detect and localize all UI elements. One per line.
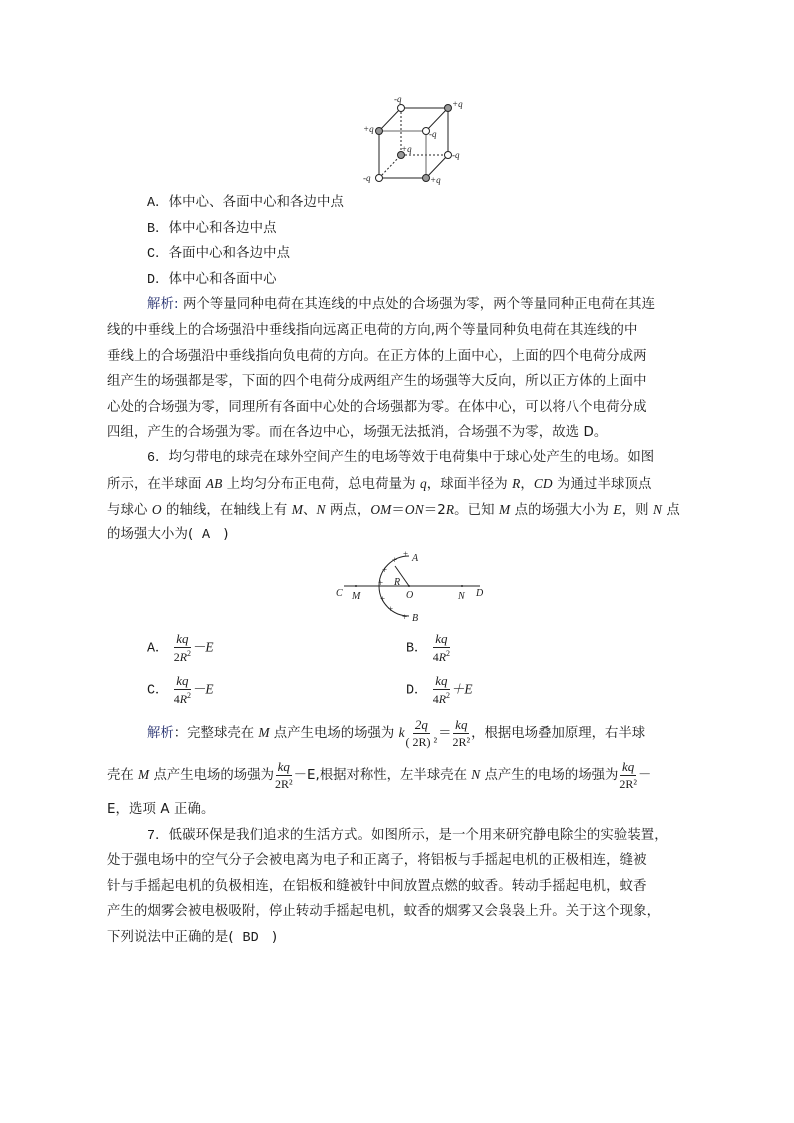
option-text: 体中心和各边中点 xyxy=(168,221,277,236)
charge-node xyxy=(423,175,430,182)
q5-analysis-line: 心处的合场强为零，同理所有各面中心处的合场强都为零。在体中心，可以将八个电荷分成 xyxy=(107,400,647,415)
label-c: C xyxy=(336,588,343,599)
q6-analysis-line: 壳在 M 点产生电场的场强为 $\frac{kq}{\text{2R²}}$ －E,根据对称性，左半球壳在 N 点产生的电场的场强为 $\frac{kq}{\text{2R²}}$ － xyxy=(107,759,652,791)
analysis-text: 两个等量同种电荷在其连线的中点处的合场强为零，两个等量同种正电荷在其连 xyxy=(182,297,656,312)
charge-node xyxy=(445,152,452,159)
charge-label: +q xyxy=(401,144,412,154)
label-r: R xyxy=(394,577,401,588)
charge-node xyxy=(398,105,405,112)
charge-label: +q xyxy=(452,99,463,109)
option-letter: A． xyxy=(147,196,169,211)
label-a: A xyxy=(412,553,419,564)
plus-sign: + xyxy=(403,549,409,559)
q6-stem-line: 与球心 O 的轴线，在轴线上有 M、N 两点，OM＝ON＝2R。已知 M 点的场强大小为 E，则 N 点 xyxy=(107,502,680,518)
question-number: 6． xyxy=(147,451,169,466)
q6-analysis-line: E，选项 A 正确。 xyxy=(107,802,215,817)
q7-stem-line: 产生的烟雾会被电极吸附，停止转动手摇起电机，蚊香的烟雾又会袅袅上升。关于这个现象， xyxy=(107,904,661,919)
stem-text: 均匀带电的球壳在球外空间产生的电场等效于电荷集中于球心处产生的电场。如图 xyxy=(168,450,655,465)
option-letter: D． xyxy=(406,683,428,699)
plus-sign: + xyxy=(392,555,398,565)
charge-label: -q xyxy=(429,129,437,139)
charge-label: +q xyxy=(363,124,374,134)
plus-sign: + xyxy=(380,594,386,604)
fraction: $\frac{kq}{4R^2}$ xyxy=(432,673,451,706)
charge-label: -q xyxy=(394,95,402,104)
plus-sign: + xyxy=(378,578,384,588)
label-d: D xyxy=(476,588,484,599)
analysis-label: 解析 xyxy=(147,726,174,741)
charge-node xyxy=(445,105,452,112)
q5-option-d xyxy=(147,267,277,294)
charge-node xyxy=(376,175,383,182)
q7-answer: BD xyxy=(242,931,259,946)
q6-analysis-line: 解析：完整球壳在 M 点产生电场的场强为 k $\frac{2q}{\text{( 2R) ²}}$ ＝ $\frac{kq}{\text{2R²}}$ ，根据电场叠加原理，右半球 xyxy=(147,717,646,749)
option-text: 体中心、各面中心和各边中点 xyxy=(168,195,345,210)
q6-stem-line: 所示，在半球面 AB 上均匀分布正电荷，总电荷量为 q，球面半径为 R，CD 为通过半球顶点 xyxy=(107,476,652,492)
charged-cube-figure xyxy=(360,95,470,190)
q7-stem-line: 下列说法中正确的是( BD ) xyxy=(107,930,278,946)
option-letter: A． xyxy=(147,641,169,657)
q5-option-b xyxy=(147,216,277,243)
label-n: N xyxy=(458,591,465,602)
analysis-label: 解析: xyxy=(147,297,179,312)
q5-analysis-line xyxy=(147,292,655,318)
plus-sign: + xyxy=(402,612,408,622)
charge-label: -q xyxy=(452,150,460,160)
q5-analysis-line: 垂线上的合场强沿中垂线指向负电荷的方向。在正方体的上面中心，上面的四个电荷分成两 xyxy=(107,349,647,364)
q7-stem-line: 处于强电场中的空气分子会被电离为电子和正离子，将铝板与手摇起电机的正极相连，缝被 xyxy=(107,853,647,868)
q6-stem-line: 的场强大小为( A ) xyxy=(107,527,229,543)
q7-stem-line: 7．低碳环保是我们追求的生活方式。如图所示，是一个用来研究静电除尘的实验装置， xyxy=(147,828,668,844)
q6-answer: A xyxy=(202,528,211,543)
option-letter: B． xyxy=(147,222,169,237)
option-letter: B． xyxy=(406,641,428,657)
q5-analysis-line: 线的中垂线上的合场强沿中垂线指向远离正电荷的方向,两个等量同种负电荷在其连线的中 xyxy=(107,323,638,338)
hemisphere-figure xyxy=(330,545,490,625)
q5-option-a xyxy=(147,190,344,217)
fraction: $\frac{kq}{4R^2}$ xyxy=(173,673,192,706)
label-o: O xyxy=(406,590,414,601)
q5-analysis-line: 四组，产生的合场强为零。而在各边中心，场强无法抵消，合场强不为零，故选 D。 xyxy=(107,425,608,440)
option-text: 各面中心和各边中点 xyxy=(168,246,291,261)
label-m: M xyxy=(352,591,361,602)
plus-sign: + xyxy=(388,604,394,614)
charge-label: +q xyxy=(430,175,441,185)
charge-label: -q xyxy=(363,173,371,183)
q6-option-a: A． $\frac{kq}{2R^2}$ －E xyxy=(147,631,214,664)
fraction: $\frac{kq}{2R^2}$ xyxy=(173,631,192,664)
plus-sign: + xyxy=(382,565,388,575)
fraction: $\frac{kq}{4R^2}$ xyxy=(432,631,451,664)
q6-option-c: C． $\frac{kq}{4R^2}$ －E xyxy=(147,673,214,706)
q6-stem-line xyxy=(147,445,654,472)
question-number: 7． xyxy=(147,829,169,844)
q5-option-c xyxy=(147,241,290,268)
label-b: B xyxy=(412,613,419,624)
charge-node xyxy=(376,128,383,135)
option-letter: C． xyxy=(147,247,169,262)
option-letter: C． xyxy=(147,683,169,699)
option-text: 体中心和各面中心 xyxy=(168,272,277,287)
option-letter: D． xyxy=(147,273,169,288)
q6-option-b xyxy=(406,632,451,663)
q6-option-d: D． $\frac{kq}{4R^2}$ ＋E xyxy=(406,673,473,706)
q5-analysis-line: 组产生的场强都是零，下面的四个电荷分成两组产生的场强等大反向，所以正方体的上面中 xyxy=(107,374,647,389)
q7-stem-line: 针与手摇起电机的负极相连，在铝板和缝被针中间放置点燃的蚊香。转动手摇起电机，蚊香 xyxy=(107,879,647,894)
